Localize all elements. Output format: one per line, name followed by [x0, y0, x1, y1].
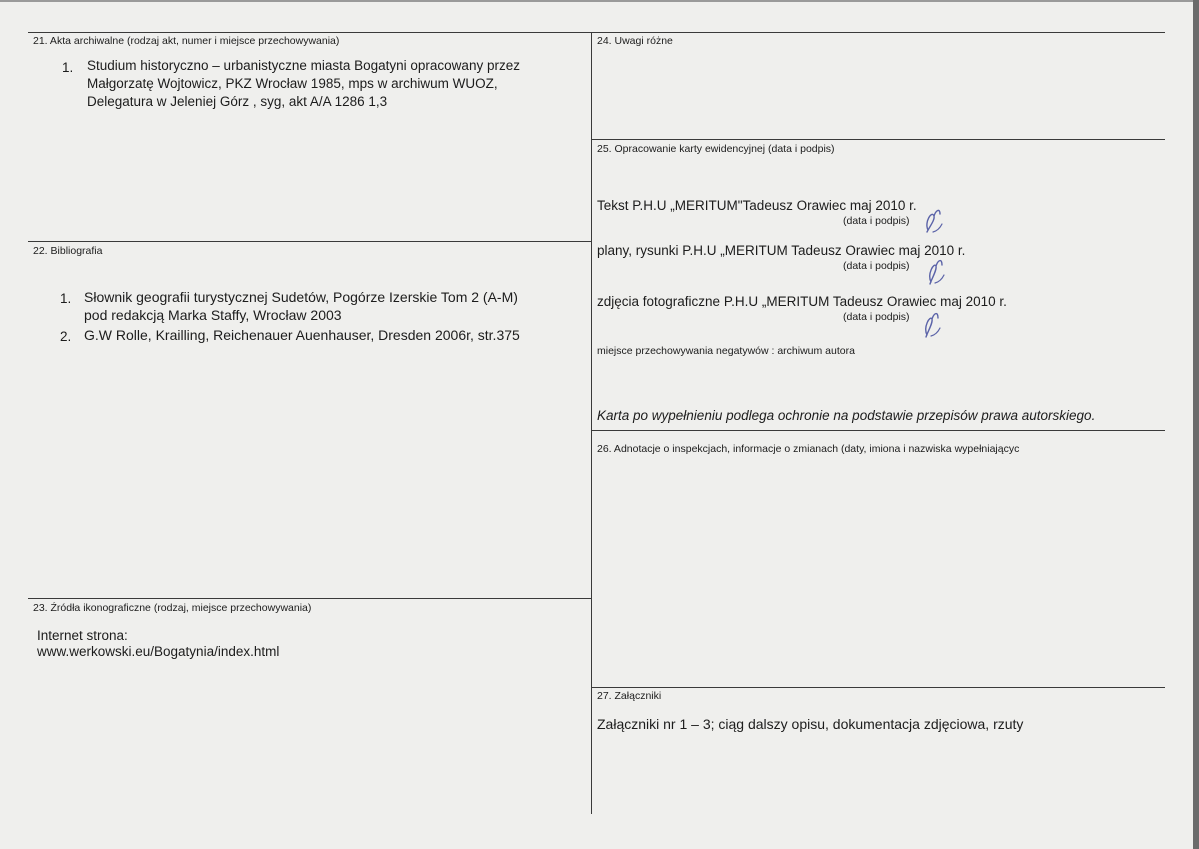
s25-entry-text-1: Tekst P.H.U „MERITUM"Tadeusz Orawiec maj 2010 r.: [597, 198, 917, 213]
top-rule: [28, 32, 1165, 33]
handwritten-signature-1: [918, 206, 944, 236]
s21-line-2: Małgorzatę Wojtowicz, PKZ Wrocław 1985, mps w archiwum WUOZ,: [87, 76, 498, 91]
s25-negatives-location: miejsce przechowywania negatywów : archiwum autora: [597, 345, 855, 357]
s25-entry-caption-1: (data i podpis): [843, 215, 910, 227]
s25-entry-caption-2: (data i podpis): [843, 260, 910, 272]
scan-edge-top: [0, 0, 1199, 2]
rule-23: [28, 598, 591, 599]
s25-entry-text-3: zdjęcia fotograficzne P.H.U „MERITUM Tadeusz Orawiec maj 2010 r.: [597, 294, 1007, 309]
s23-line-1: Internet strona:: [37, 628, 128, 643]
s23-line-2: www.werkowski.eu/Bogatynia/index.html: [37, 644, 280, 659]
section-23-heading: 23. Źródła ikonograficzne (rodzaj, miejsce przechowywania): [33, 602, 312, 614]
s22-item-2-line-1: G.W Rolle, Krailling, Reichenauer Auenhauser, Dresden 2006r, str.375: [84, 327, 520, 343]
section-25-heading: 25. Opracowanie karty ewidencyjnej (data i podpis): [597, 143, 835, 155]
rule-22: [28, 241, 591, 242]
s25-entry-caption-3: (data i podpis): [843, 311, 910, 323]
section-21-heading: 21. Akta archiwalne (rodzaj akt, numer i miejsce przechowywania): [33, 35, 340, 47]
center-divider: [591, 32, 592, 814]
s22-item-2-number: 2.: [60, 329, 72, 344]
section-24-heading: 24. Uwagi różne: [597, 35, 673, 47]
section-27-heading: 27. Załączniki: [597, 690, 662, 702]
s27-attachments-text: Załączniki nr 1 – 3; ciąg dalszy opisu, dokumentacja zdjęciowa, rzuty: [597, 716, 1024, 732]
rule-27: [592, 687, 1165, 688]
s25-copyright-notice: Karta po wypełnieniu podlega ochronie na podstawie przepisów prawa autorskiego.: [597, 408, 1096, 423]
section-26-heading: 26. Adnotacje o inspekcjach, informacje o zmianach (daty, imiona i nazwiska wypełniającyc: [597, 443, 1020, 455]
s22-item-1-line-1: Słownik geografii turystycznej Sudetów, Pogórze Izerskie Tom 2 (A-M): [84, 289, 518, 305]
section-22-heading: 22. Bibliografia: [33, 245, 103, 257]
s21-line-1: Studium historyczno – urbanistyczne miasta Bogatyni opracowany przez: [87, 58, 520, 73]
handwritten-signature-3: [918, 309, 944, 339]
s21-item-number: 1.: [62, 60, 74, 75]
s22-item-1-line-2: pod redakcją Marka Staffy, Wrocław 2003: [84, 307, 342, 323]
rule-26: [592, 430, 1165, 431]
s25-entry-text-2: plany, rysunki P.H.U „MERITUM Tadeusz Orawiec maj 2010 r.: [597, 243, 966, 258]
handwritten-signature-2: [922, 256, 948, 286]
scan-edge-right: [1193, 0, 1199, 849]
s21-line-3: Delegatura w Jeleniej Górz , syg, akt A/A 1286 1,3: [87, 94, 388, 109]
s22-item-1-number: 1.: [60, 291, 72, 306]
rule-25: [592, 139, 1165, 140]
